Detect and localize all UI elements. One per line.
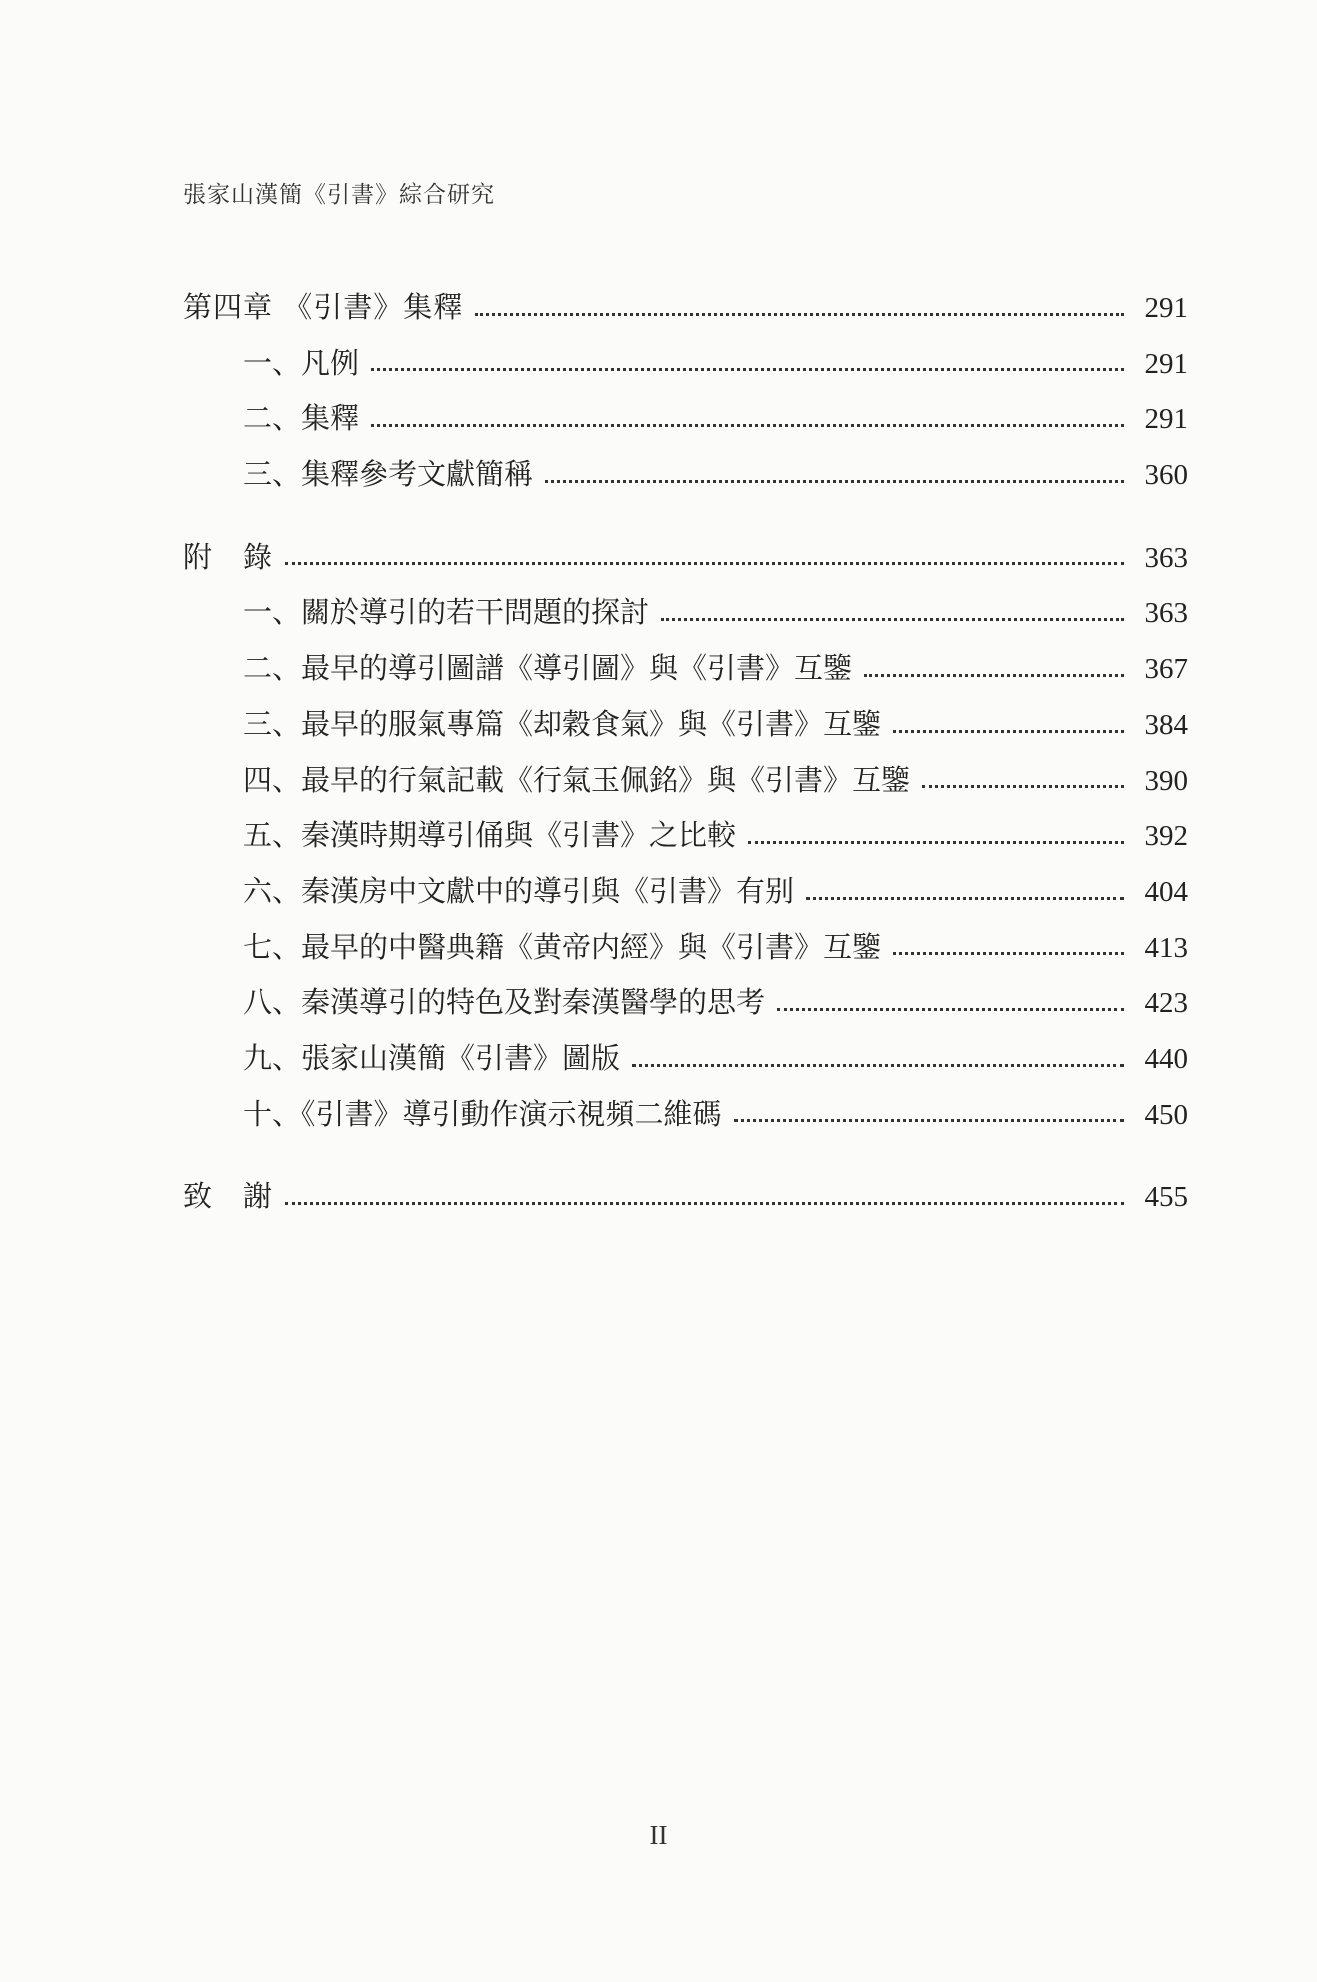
toc-entry-page: 291 [1144, 292, 1188, 324]
dot-leader [748, 841, 1124, 844]
toc-entry[interactable] [183, 336, 1188, 392]
toc-entry-title: 附 錄 [183, 539, 274, 574]
toc-entry-page: 392 [1144, 820, 1188, 853]
toc-entry-title: 六、秦漢房中文獻中的導引與《引書》有别 [243, 873, 795, 908]
toc-entry-title: 一、凡例 [243, 345, 360, 380]
dot-leader [922, 785, 1124, 788]
toc-entry[interactable] [183, 280, 1188, 336]
running-header: 張家山漢簡《引書》綜合研究 [183, 182, 495, 208]
toc-entry[interactable] [183, 1169, 1188, 1225]
toc-entry-title: 五、秦漢時期導引俑與《引書》之比較 [243, 818, 737, 853]
toc-entry-title: 八、秦漢導引的特色及對秦漢醫學的思考 [243, 985, 766, 1020]
toc-entry[interactable] [183, 975, 1188, 1031]
toc-section-chapter-4 [183, 280, 1188, 503]
toc-section-appendix [183, 530, 1188, 1143]
toc-entry[interactable] [183, 697, 1188, 753]
toc-entry[interactable] [183, 641, 1188, 697]
toc-entry-title: 二、最早的導引圖譜《導引圖》與《引書》互鑒 [243, 651, 853, 686]
table-of-contents [183, 280, 1188, 1252]
toc-entry-title: 一、關於導引的若干問題的探討 [243, 595, 650, 630]
toc-entry-title: 四、最早的行氣記載《行氣玉佩銘》與《引書》互鑒 [243, 762, 911, 797]
dot-leader [545, 480, 1124, 483]
dot-leader [864, 674, 1124, 677]
dot-leader [734, 1119, 1124, 1122]
toc-entry-page: 384 [1144, 708, 1188, 741]
toc-entry-page: 363 [1144, 541, 1188, 574]
dot-leader [475, 313, 1124, 316]
toc-entry-title: 十、《引書》導引動作演示視頻二維碼 [243, 1096, 722, 1131]
toc-entry[interactable] [183, 920, 1188, 976]
toc-entry-page: 363 [1144, 597, 1188, 630]
dot-leader [661, 618, 1124, 621]
toc-entry-title: 九、張家山漢簡《引書》圖版 [243, 1040, 621, 1075]
dot-leader [371, 368, 1124, 371]
dot-leader [893, 730, 1124, 733]
toc-entry-page: 455 [1144, 1181, 1188, 1214]
toc-entry-page: 390 [1144, 764, 1188, 797]
dot-leader [806, 897, 1124, 900]
toc-entry-title: 第四章 《引書》集釋 [183, 290, 464, 324]
toc-entry[interactable] [183, 1087, 1188, 1143]
dot-leader [893, 952, 1124, 955]
toc-entry[interactable] [183, 447, 1188, 503]
toc-entry-page: 440 [1144, 1042, 1188, 1075]
toc-entry-page: 423 [1144, 987, 1188, 1020]
toc-entry-title: 三、最早的服氣專篇《却穀食氣》與《引書》互鑒 [243, 706, 882, 741]
toc-entry-page: 450 [1144, 1098, 1188, 1131]
toc-entry-title: 致 謝 [183, 1179, 274, 1214]
toc-entry-page: 367 [1144, 653, 1188, 686]
toc-entry-page: 413 [1144, 931, 1188, 964]
toc-entry-page: 291 [1144, 347, 1188, 380]
toc-entry[interactable] [183, 391, 1188, 447]
toc-entry-title: 三、集釋參考文獻簡稱 [243, 457, 534, 492]
toc-entry-title: 二、集釋 [243, 401, 360, 436]
toc-entry[interactable] [183, 753, 1188, 809]
dot-leader [632, 1064, 1124, 1067]
toc-entry-title: 七、最早的中醫典籍《黄帝内經》與《引書》互鑒 [243, 929, 882, 964]
toc-section-acknowledgements [183, 1169, 1188, 1225]
dot-leader [371, 424, 1124, 427]
toc-entry[interactable] [183, 530, 1188, 586]
toc-entry-page: 291 [1144, 403, 1188, 436]
toc-entry[interactable] [183, 585, 1188, 641]
toc-entry-page: 360 [1144, 459, 1188, 492]
toc-entry[interactable] [183, 808, 1188, 864]
toc-entry-page: 404 [1144, 875, 1188, 908]
dot-leader [285, 1202, 1124, 1205]
dot-leader [777, 1008, 1124, 1011]
toc-entry[interactable] [183, 864, 1188, 920]
page-number: II [649, 1820, 668, 1850]
dot-leader [285, 562, 1124, 565]
toc-entry[interactable] [183, 1031, 1188, 1087]
